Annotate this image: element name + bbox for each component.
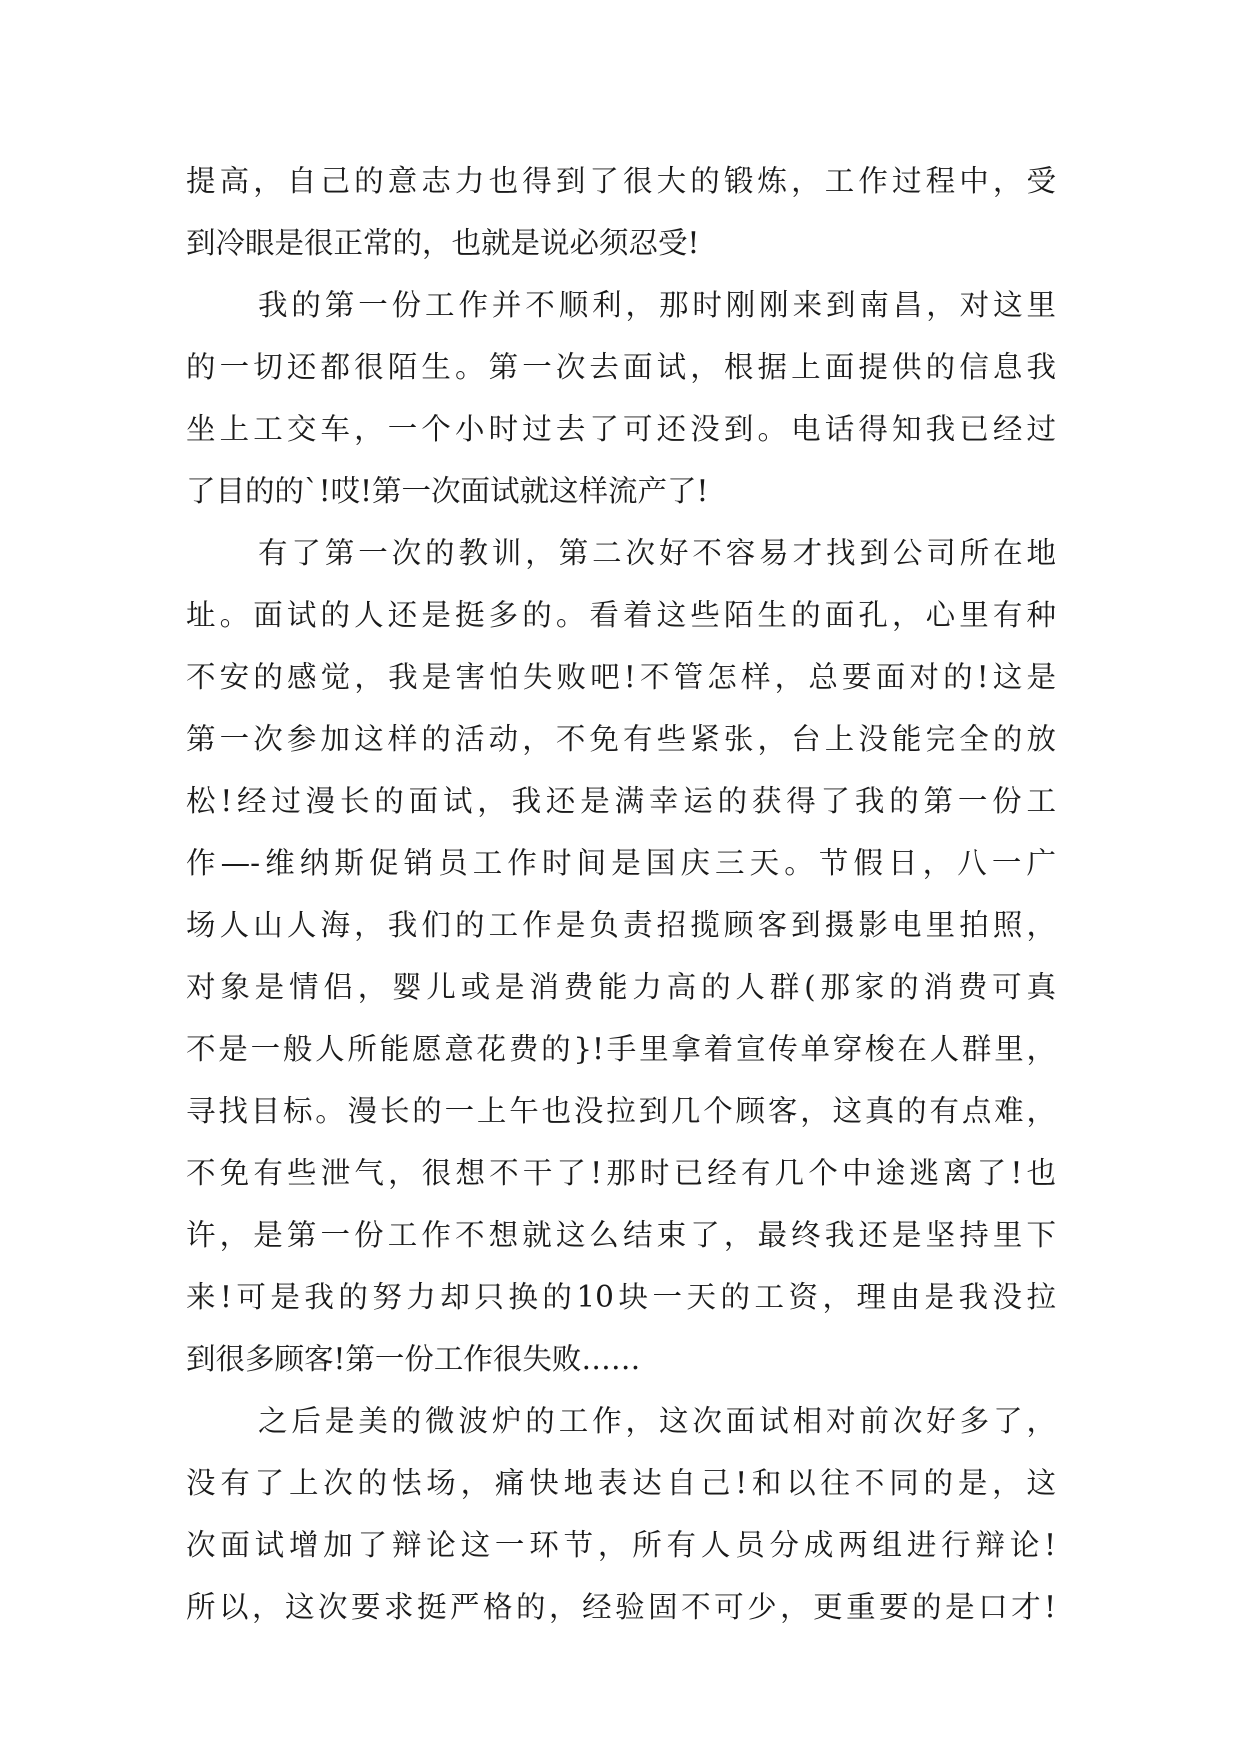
text-line: 我的第一份工作并不顺利，那时刚刚来到南昌，对这里 — [258, 288, 1056, 322]
text-line: 松!经过漫长的面试，我还是满幸运的获得了我的第一份工 — [186, 784, 1056, 818]
text-line: 坐上工交车，一个小时过去了可还没到。电话得知我已经过 — [186, 412, 1056, 446]
text-line: 到冷眼是很正常的，也就是说必须忍受! — [186, 226, 700, 260]
text-line: 之后是美的微波炉的工作，这次面试相对前次好多了， — [258, 1404, 1056, 1438]
text-line: 的一切还都很陌生。第一次去面试，根据上面提供的信息我 — [186, 350, 1056, 384]
text-line: 所以，这次要求挺严格的，经验固不可少，更重要的是口才! — [186, 1590, 1056, 1624]
text-line: 没有了上次的怯场，痛快地表达自己!和以往不同的是，这 — [186, 1466, 1056, 1500]
text-line: 寻找目标。漫长的一上午也没拉到几个顾客，这真的有点难， — [186, 1094, 1056, 1128]
text-line: 次面试增加了辩论这一环节，所有人员分成两组进行辩论! — [186, 1528, 1056, 1562]
text-line: 场人山人海，我们的工作是负责招揽顾客到摄影电里拍照， — [186, 908, 1056, 942]
text-line: 不安的感觉，我是害怕失败吧!不管怎样，总要面对的!这是 — [186, 660, 1056, 694]
text-line: 作—-维纳斯促销员工作时间是国庆三天。节假日，八一广 — [186, 846, 1056, 880]
text-line: 到很多顾客!第一份工作很失败…… — [186, 1342, 641, 1376]
document-body — [186, 150, 1056, 1638]
text-line: 来!可是我的努力却只换的10块一天的工资，理由是我没拉 — [186, 1280, 1056, 1314]
text-line: 不是一般人所能愿意花费的}!手里拿着宣传单穿梭在人群里， — [186, 1032, 1056, 1066]
text-line: 提高，自己的意志力也得到了很大的锻炼，工作过程中，受 — [186, 164, 1056, 198]
text-line: 不免有些泄气，很想不干了!那时已经有几个中途逃离了!也 — [186, 1156, 1056, 1190]
text-line: 第一次参加这样的活动，不免有些紧张，台上没能完全的放 — [186, 722, 1056, 756]
text-line: 址。面试的人还是挺多的。看着这些陌生的面孔，心里有种 — [186, 598, 1056, 632]
text-line: 有了第一次的教训，第二次好不容易才找到公司所在地 — [258, 536, 1056, 570]
text-line: 许，是第一份工作不想就这么结束了，最终我还是坚持里下 — [186, 1218, 1056, 1252]
text-line: 对象是情侣，婴儿或是消费能力高的人群(那家的消费可真 — [186, 970, 1056, 1004]
text-line: 了目的的`!哎!第一次面试就这样流产了! — [186, 474, 709, 508]
